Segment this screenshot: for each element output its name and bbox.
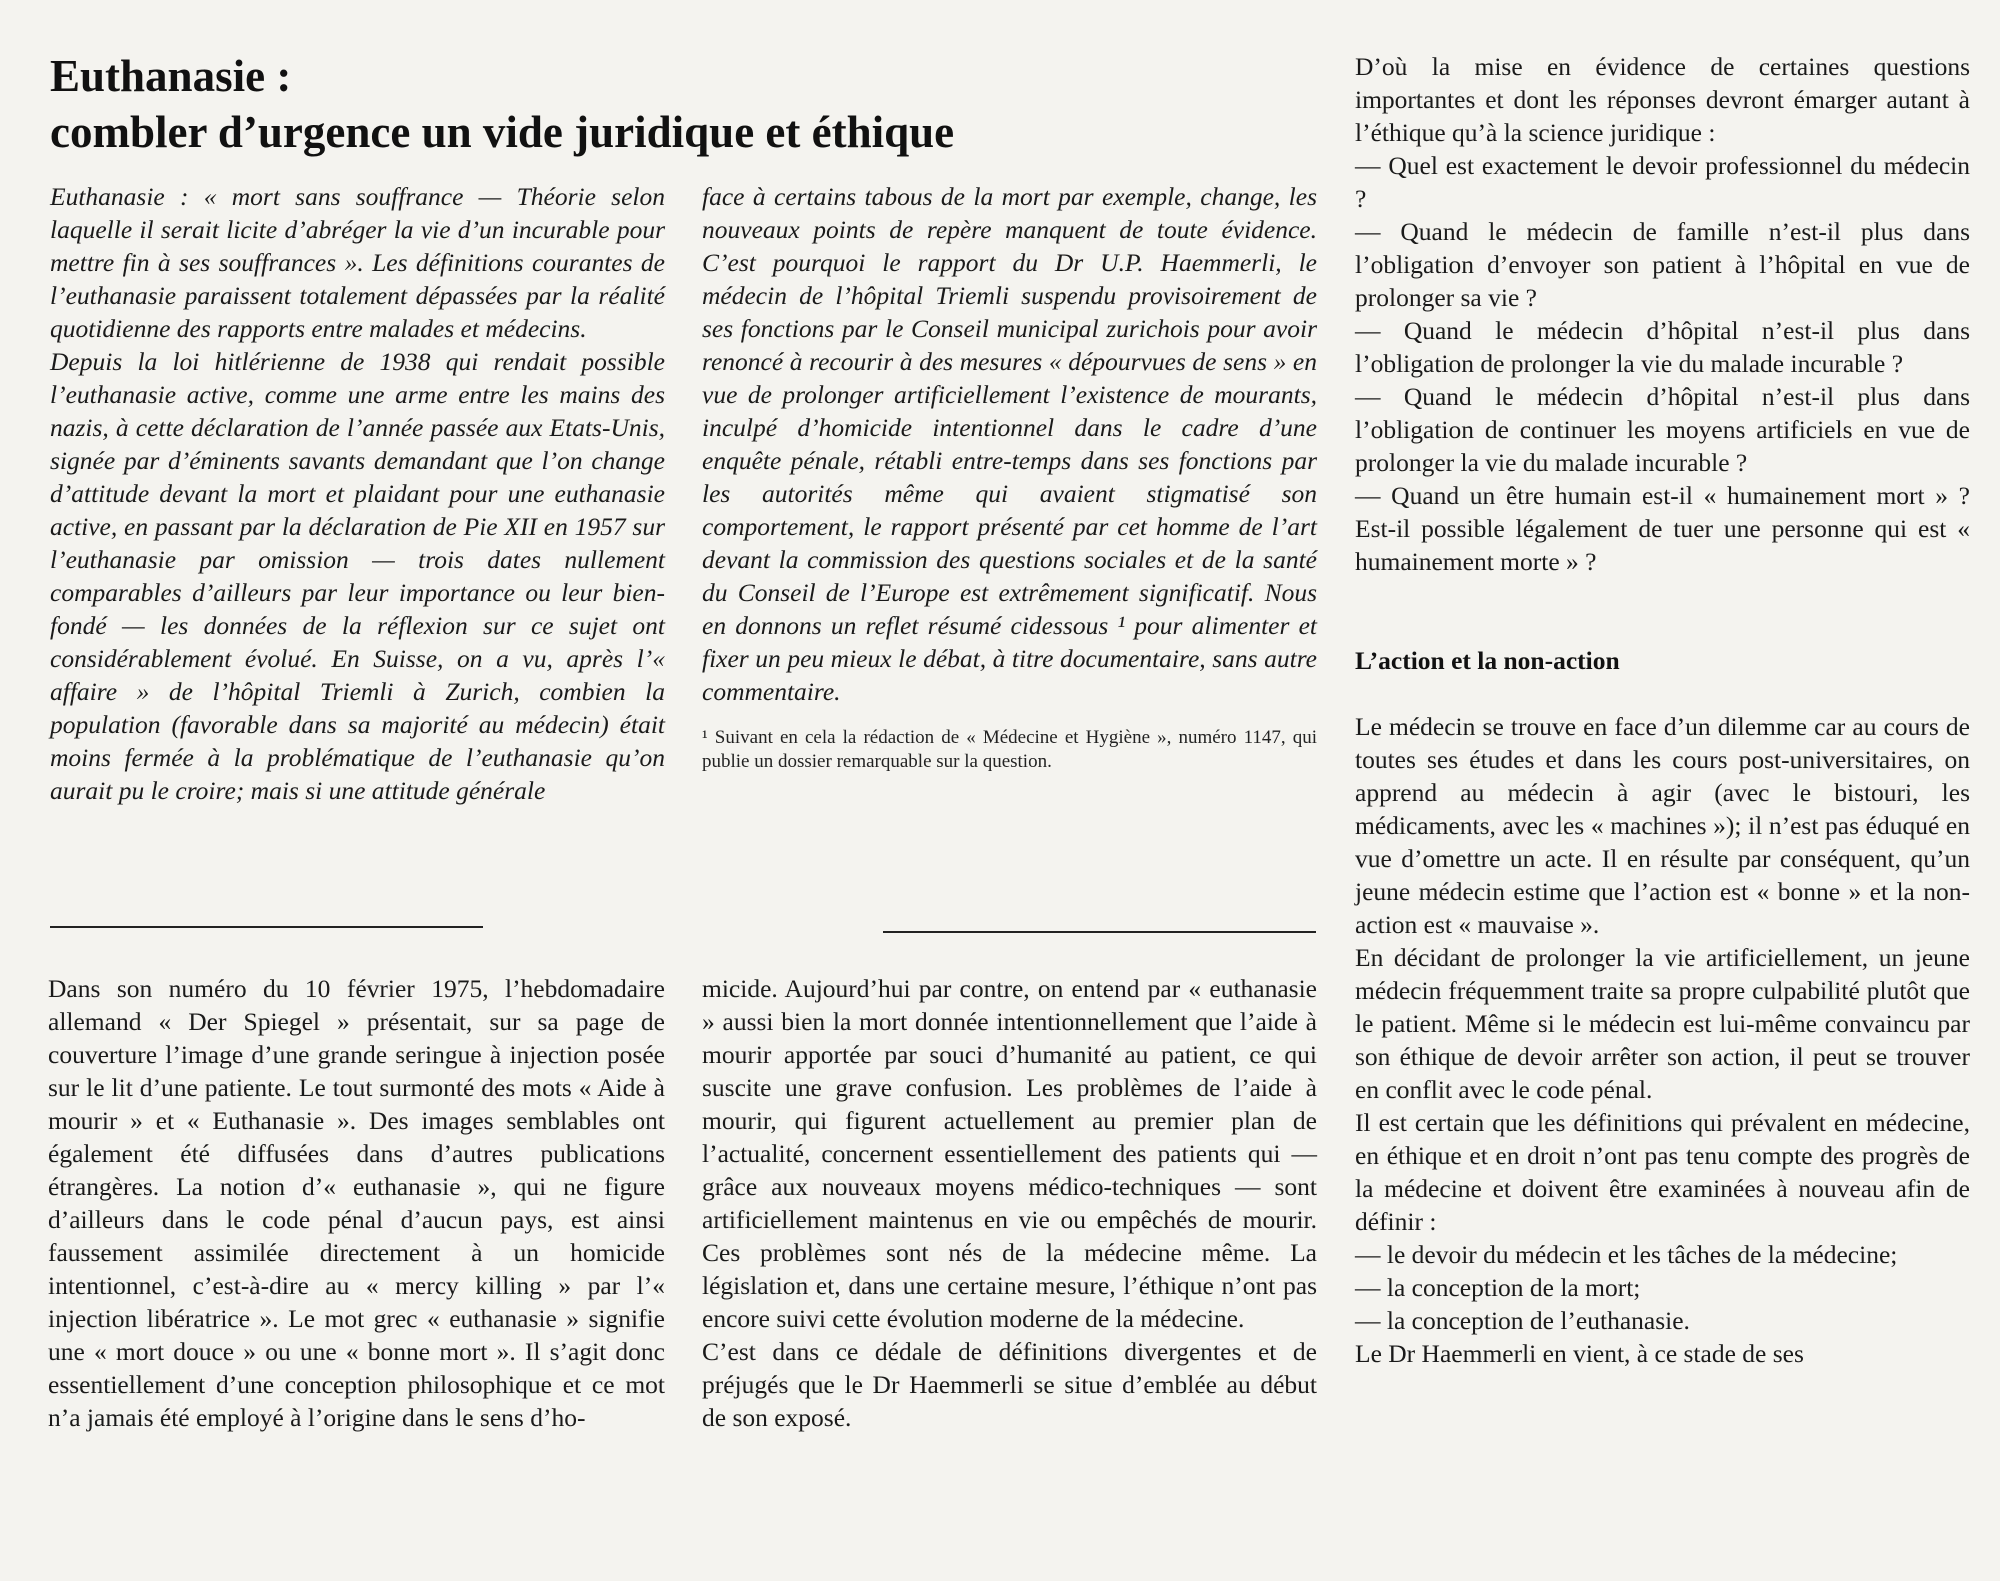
list-item: — la conception de l’euthanasie. (1355, 1306, 1690, 1335)
list-item: — le devoir du médecin et les tâches de la médecine; (1355, 1240, 1898, 1269)
footnote: ¹ Suivant en cela la rédaction de « Médecine et Hygiène », numéro 1147, qui publie un dossier remarquable sur la question. (702, 727, 1317, 772)
intro-paragraph: Euthanasie : « mort sans souffrance — Théorie selon laquelle il serait licite d’abréger la vie d’un incurable pour mettre fin à ses souffrances ». Les définitions courantes de l’euthanasie paraissent totalement dépassées par la réalité quotidienne des rapports entre malades et médecins. (50, 182, 665, 343)
body-paragraph: Le Dr Haemmerli en vient, à ce stade de ses (1355, 1339, 1804, 1368)
body-paragraph: micide. Aujourd’hui par contre, on entend par « euthanasie » aussi bien la mort donnée intentionnellement que l’aide à mourir apportée par souci d’humanité au patient, ce qui suscite une grave confusion. Les problèmes de l’aide à mourir, qui figurent actuellement au premier plan de l’actualité, concernent essentiellement des patients qui — grâce aux nouveaux moyens médico-techniques — sont artificiellement maintenus en vie ou empêchés de mourir. Ces problèmes sont nés de la médecine même. La législation et, dans une certaine mesure, l’éthique n’ont pas encore suivi cette évolution moderne de la médecine. (702, 974, 1317, 1333)
divider-rule-left (50, 926, 483, 928)
body-paragraph: Il est certain que les définitions qui prévalent en médecine, en éthique et en droit n’ont pas tenu compte des progrès de la médecine et doivent être examinées à nouveau afin de définir : (1355, 1108, 1970, 1236)
body-paragraph: C’est dans ce dédale de définitions divergentes et de préjugés que le Dr Haemmerli se situe d’emblée au début de son exposé. (702, 1337, 1317, 1432)
body-paragraph: Le médecin se trouve en face d’un dilemme car au cours de toutes ses études et dans les cours post-universitaires, on apprend au médecin à agir (avec le bistouri, les médicaments, avec les « machines »); il n’est pas éduqué en vue d’omettre un acte. Il en résulte par conséquent, qu’un jeune médecin estime que l’action est « bonne » et la non-action est « mauvaise ». (1355, 712, 1970, 939)
intro-paragraph: face à certains tabous de la mort par exemple, change, les nouveaux points de repère manquent de toute évidence. C’est pourquoi le rapport du Dr U.P. Haemmerli, le médecin de l’hôpital Triemli suspendu provisoirement de ses fonctions par le Conseil municipal zurichois pour avoir renoncé à recourir à des mesures « dépourvues de sens » en vue de prolonger artificiellement l’existence de mourants, inculpé d’homicide intentionnel dans le cadre d’une enquête pénale, rétabli entre-temps dans ses fonctions par les autorités même qui avaient stigmatisé son comportement, le rapport présenté par cet homme de l’art devant la commission des questions sociales et de la santé du Conseil de l’Europe est extrêmement significatif. Nous en donnons un reflet résumé cidessous ¹ pour alimenter et fixer un peu mieux le débat, à titre documentaire, sans autre commentaire. (702, 182, 1317, 706)
body-column-1 (48, 972, 665, 1434)
article-title (50, 48, 1330, 160)
list-item: D’où la mise en évidence de certaines questions importantes et dont les réponses devront émarger autant à l’éthique qu’à la science juridique : (1355, 52, 1970, 147)
list-item: — Quand le médecin de famille n’est-il plus dans l’obligation d’envoyer son patient à l’hôpital en vue de prolonger sa vie ? (1355, 217, 1970, 312)
list-item: — Quel est exactement le devoir professionnel du médecin ? (1355, 151, 1970, 213)
body-paragraph: En décidant de prolonger la vie artificiellement, un jeune médecin fréquemment traite sa propre culpabilité plutôt que le patient. Même si le médecin est lui-même convaincu par son éthique de devoir arrêter son action, il peut se trouver en conflit avec le code pénal. (1355, 943, 1970, 1104)
intro-column-1 (50, 180, 665, 807)
intro-paragraph: Depuis la loi hitlérienne de 1938 qui rendait possible l’euthanasie active, comme une arme entre les mains des nazis, à cette déclaration de l’année passée aux Etats-Unis, signée par d’éminents savants demandant que l’on change d’attitude devant la mort et plaidant pour une euthanasie active, en passant par la déclaration de Pie XII en 1957 sur l’euthanasie par omission — trois dates nullement comparables d’ailleurs par leur importance ou leur bien-fondé — les données de la réflexion sur ce sujet ont considérablement évolué. En Suisse, on a vu, après l’« affaire » de l’hôpital Triemli à Zurich, combien la population (favorable dans sa majorité au médecin) était moins fermée à la problématique de l’euthanasie qu’on aurait pu le croire; mais si une attitude générale (50, 347, 665, 805)
list-item: — Quand un être humain est-il « humainement mort » ? Est-il possible légalement de tuer une personne qui est « humainement morte » ? (1355, 481, 1970, 576)
question-list (1355, 50, 1970, 578)
list-item: — Quand le médecin d’hôpital n’est-il plus dans l’obligation de continuer les moyens artificiels en vue de prolonger la vie du malade incurable ? (1355, 382, 1970, 477)
title-line-2: combler d’urgence un vide juridique et éthique (50, 107, 955, 157)
divider-rule-right (883, 931, 1316, 933)
list-item: — Quand le médecin d’hôpital n’est-il plus dans l’obligation de prolonger la vie du malade incurable ? (1355, 316, 1970, 378)
intro-column-2 (702, 180, 1317, 774)
body-paragraph: Dans son numéro du 10 février 1975, l’hebdomadaire allemand « Der Spiegel » présentait, sur sa page de couverture l’image d’une grande seringue à injection posée sur le lit d’une patiente. Le tout surmonté des mots « Aide à mourir » et « Euthanasie ». Des images semblables ont également été diffusées dans d’autres publications étrangères. La notion d’« euthanasie », qui ne figure d’ailleurs dans le code pénal d’aucun pays, est ainsi faussement assimilée directement à un homicide intentionnel, c’est-à-dire au « mercy killing » par l’« injection libératrice ». Le mot grec « euthanasie » signifie une « mort douce » ou une « bonne mort ». Il s’agit donc essentiellement d’une conception philosophique et ce mot n’a jamais été employé à l’origine dans le sens d’ho- (48, 974, 665, 1432)
body-column-3 (1355, 50, 1970, 1370)
section-heading: L’action et la non-action (1355, 646, 1620, 675)
title-line-1: Euthanasie : (50, 51, 292, 101)
section-text (1355, 710, 1970, 1370)
body-column-2 (702, 972, 1317, 1434)
list-item: — la conception de la mort; (1355, 1273, 1641, 1302)
